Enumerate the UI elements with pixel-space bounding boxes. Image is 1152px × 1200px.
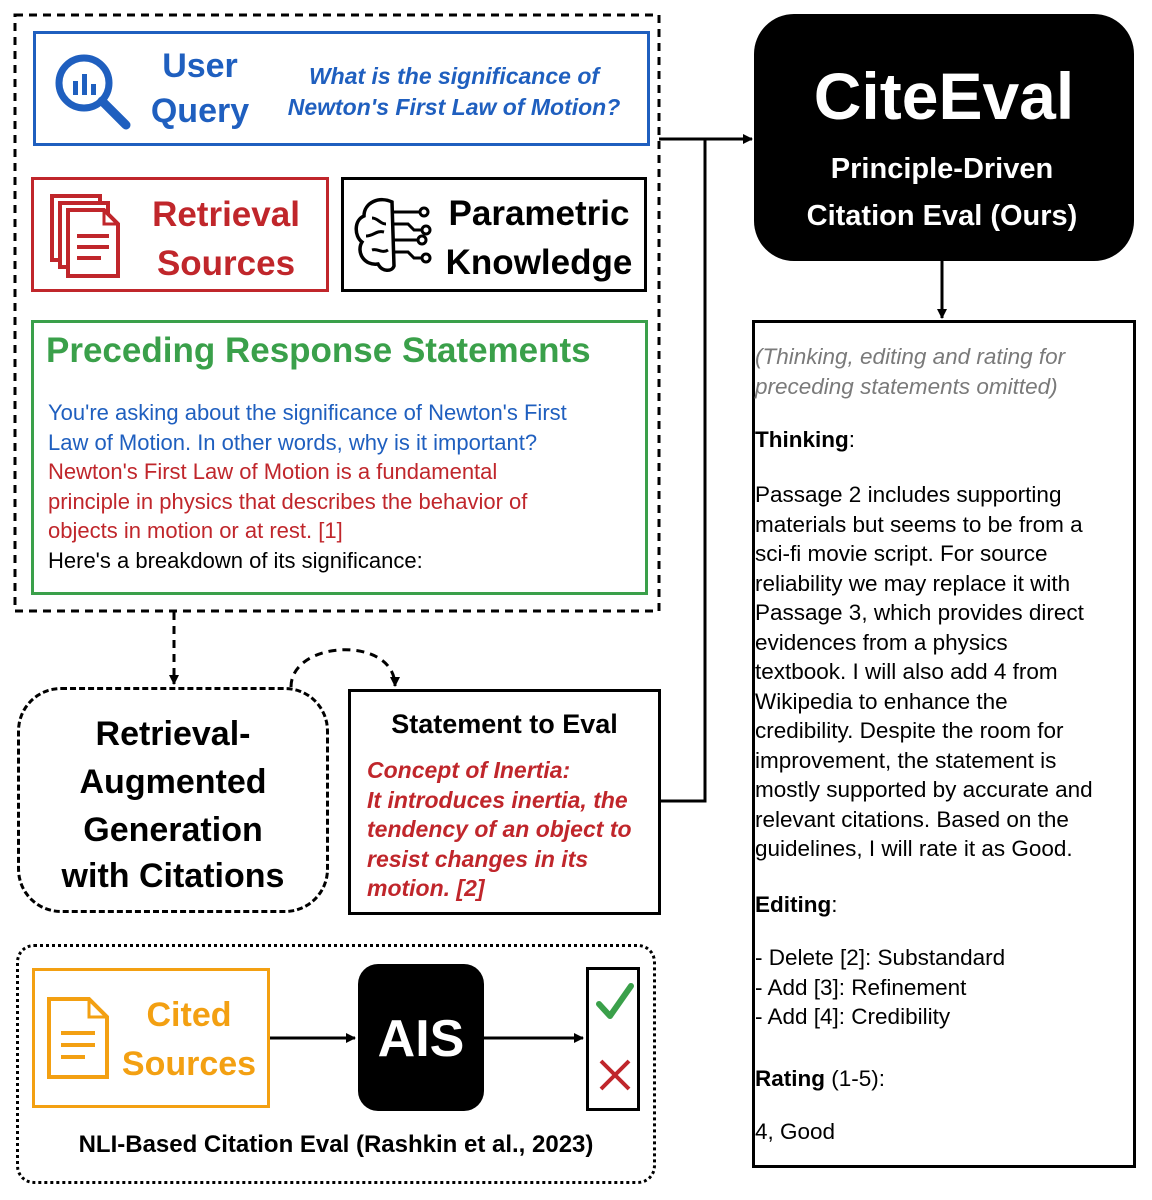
cross-icon: [598, 1058, 632, 1092]
preceding-red-line-2: principle in physics that describes the behavior of: [48, 488, 528, 514]
editing-colon: :: [831, 892, 838, 917]
rating-heading: [755, 1064, 1131, 1094]
check-icon: [595, 982, 635, 1022]
cited-label-1: Cited: [146, 996, 232, 1034]
thinking-line: relevant citations. Based on the: [755, 806, 1069, 832]
editing-heading: [755, 890, 1131, 920]
rag-box: [17, 687, 329, 913]
parametric-label-2: Knowledge: [445, 243, 633, 282]
rag-line-1: Retrieval-: [95, 715, 251, 753]
thinking-line: materials but seems to be from a: [755, 511, 1083, 537]
nli-caption: NLI-Based Citation Eval (Rashkin et al., 2023): [78, 1131, 594, 1158]
rag-line-4: with Citations: [61, 857, 285, 895]
thinking-colon: :: [848, 427, 856, 452]
parametric-knowledge-box: [341, 177, 647, 292]
user-question-line-2: Newton's First Law of Motion?: [287, 94, 621, 120]
statement-line-5: motion. [2]: [367, 875, 485, 901]
editing-line: - Add [3]: Refinement: [755, 974, 967, 1000]
rating-scale: (1-5):: [825, 1066, 886, 1091]
thinking-text: [755, 480, 1131, 864]
arrow-rag-to-statement: [291, 650, 395, 687]
thinking-line: Wikipedia to enhance the: [755, 688, 1008, 714]
preceding-text: [48, 398, 638, 575]
citeeval-box: [754, 14, 1134, 261]
editing-line: - Delete [2]: Substandard: [755, 945, 1006, 970]
citeeval-subtitle-1: Principle-Driven: [830, 153, 1054, 185]
thinking-line: improvement, the statement is: [755, 747, 1057, 773]
omitted-line-1: (Thinking, editing and rating for: [755, 344, 1066, 369]
search-chart-icon: [52, 51, 134, 133]
thinking-heading: [755, 425, 1131, 455]
rating-label: Rating: [755, 1066, 825, 1091]
cited-label-2: Sources: [121, 1045, 257, 1083]
preceding-statements-box: [31, 320, 648, 595]
retrieval-sources-box: [31, 177, 329, 292]
preceding-black-line-1: Here's a breakdown of its significance:: [48, 547, 423, 573]
thinking-line: evidences from a physics: [755, 629, 1008, 655]
retrieval-label-1: Retrieval: [152, 195, 300, 234]
cited-sources-box: [32, 968, 270, 1108]
ais-label: AIS: [377, 1010, 465, 1068]
user-question-line-1: What is the significance of: [308, 63, 600, 89]
omitted-line-2: preceding statements omitted): [755, 373, 1058, 399]
thinking-line: guidelines, I will rate it as Good.: [755, 836, 1073, 861]
rag-line-3: Generation: [83, 811, 263, 849]
editing-line: - Add [4]: Credibility: [755, 1004, 951, 1029]
preceding-red-line-1: Newton's First Law of Motion is a fundamental: [48, 459, 498, 484]
editing-label: Editing: [755, 892, 832, 917]
rag-line-2: Augmented: [79, 763, 267, 801]
citeeval-subtitle-2: Citation Eval (Ours): [806, 200, 1078, 232]
arrow-statement-to-citeeval: [661, 139, 705, 801]
user-query-box: [33, 31, 650, 146]
ais-box: [358, 964, 484, 1111]
statement-line-2: It introduces inertia, the: [367, 786, 628, 813]
thinking-line: mostly supported by accurate and: [755, 777, 1093, 802]
preceding-blue-line-1: You're asking about the significance of Newton's First: [48, 400, 567, 425]
thinking-line: textbook. I will also add 4 from: [755, 659, 1058, 684]
thinking-line: sci-fi movie script. For source: [755, 541, 1048, 566]
brain-circuit-icon: [352, 192, 438, 278]
statement-line-1: Concept of Inertia:: [367, 757, 571, 783]
retrieval-label-2: Sources: [156, 244, 296, 283]
thinking-line: credibility. Despite the room for: [755, 718, 1064, 743]
citeeval-title: CiteEval: [813, 59, 1075, 133]
statement-to-eval-box: [348, 689, 661, 915]
statement-line-3: tendency of an object to: [367, 816, 632, 842]
thinking-label: Thinking: [755, 427, 849, 452]
statement-line-4: resist changes in its: [367, 845, 589, 872]
parametric-label-1: Parametric: [448, 194, 630, 233]
user-query-label-1: User: [162, 47, 238, 85]
result-box: [586, 967, 640, 1111]
document-icon: [45, 995, 115, 1081]
preceding-red-line-3: objects in motion or at rest. [1]: [48, 518, 343, 543]
thinking-line: Passage 2 includes supporting: [755, 482, 1062, 507]
documents-stack-icon: [46, 192, 126, 282]
preceding-title: Preceding Response Statements: [46, 331, 591, 370]
user-query-label-2: Query: [150, 92, 250, 130]
thinking-line: Passage 3, which provides direct: [755, 600, 1084, 625]
statement-title: Statement to Eval: [391, 709, 618, 739]
thinking-line: reliability we may replace it with: [755, 570, 1071, 596]
editing-text: [755, 943, 1131, 1032]
preceding-blue-line-2: Law of Motion. In other words, why is it important?: [48, 429, 538, 455]
rating-value: 4, Good: [755, 1119, 836, 1144]
citeeval-output-box: [752, 320, 1136, 1168]
